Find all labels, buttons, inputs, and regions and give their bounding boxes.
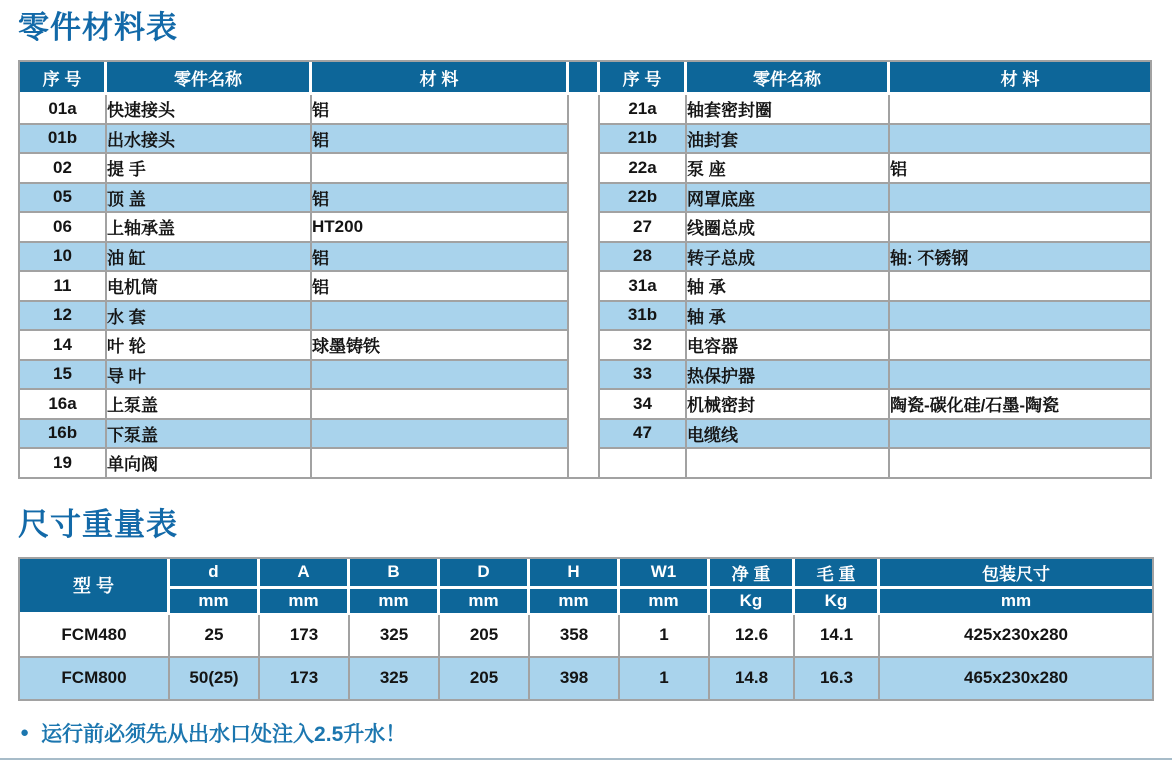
col-header-a: A — [260, 559, 350, 589]
part-name-cell: 快速接头 — [107, 95, 312, 125]
part-material-cell — [312, 302, 569, 332]
bullet-icon: ● — [20, 724, 30, 742]
part-name-cell: 轴 承 — [687, 302, 890, 332]
col-header-b: B — [350, 559, 440, 589]
part-no-cell: 22b — [600, 184, 687, 214]
value-cell: 14.1 — [795, 615, 880, 658]
part-material-cell — [890, 213, 1150, 243]
col-header-package-size: 包装尺寸 — [880, 559, 1152, 589]
part-no-cell: 22a — [600, 154, 687, 184]
size-section-title: 尺寸重量表 — [18, 506, 178, 542]
col-header-no: 序 号 — [600, 62, 687, 95]
value-cell: 465x230x280 — [880, 658, 1152, 699]
value-cell: 425x230x280 — [880, 615, 1152, 658]
col-header-material: 材 料 — [890, 62, 1150, 95]
model-cell: FCM800 — [20, 658, 170, 699]
part-material-cell: 铝 — [312, 125, 569, 155]
value-cell: 398 — [530, 658, 620, 699]
unit-cell: mm — [260, 589, 350, 615]
part-material-cell — [312, 420, 569, 450]
warning-note-text: 运行前必须先从出水口处注入2.5升水！ — [41, 722, 407, 746]
col-header-d: d — [170, 559, 260, 589]
col-header-material: 材 料 — [312, 62, 569, 95]
spacer-column — [569, 95, 600, 477]
part-material-cell — [890, 272, 1150, 302]
unit-cell: mm — [350, 589, 440, 615]
unit-cell: Kg — [795, 589, 880, 615]
size-weight-table — [18, 557, 1154, 701]
table-row — [20, 95, 1150, 125]
value-cell: 205 — [440, 658, 530, 699]
model-cell: FCM480 — [20, 615, 170, 658]
part-name-cell: 油 缸 — [107, 243, 312, 273]
col-header-dd: D — [440, 559, 530, 589]
part-name-cell: 上轴承盖 — [107, 213, 312, 243]
unit-cell: mm — [170, 589, 260, 615]
part-name-cell: 导 叶 — [107, 361, 312, 391]
value-cell: 25 — [170, 615, 260, 658]
table-row — [20, 658, 1152, 699]
parts-header-row — [20, 62, 1150, 95]
part-no-cell: 02 — [20, 154, 107, 184]
part-no-cell: 34 — [600, 390, 687, 420]
part-no-cell: 10 — [20, 243, 107, 273]
part-no-cell: 16a — [20, 390, 107, 420]
value-cell: 1 — [620, 615, 710, 658]
value-cell: 16.3 — [795, 658, 880, 699]
part-material-cell — [312, 361, 569, 391]
size-header-row-labels — [20, 559, 1152, 589]
col-header-w1: W1 — [620, 559, 710, 589]
part-material-cell: HT200 — [312, 213, 569, 243]
part-material-cell — [890, 420, 1150, 450]
parts-material-table — [18, 60, 1152, 479]
part-no-cell: 33 — [600, 361, 687, 391]
part-no-cell: 14 — [20, 331, 107, 361]
part-no-cell: 12 — [20, 302, 107, 332]
part-material-cell: 轴: 不锈钢 — [890, 243, 1150, 273]
unit-cell: Kg — [710, 589, 795, 615]
unit-cell: mm — [620, 589, 710, 615]
col-header-no: 序 号 — [20, 62, 107, 95]
part-material-cell — [890, 449, 1150, 477]
part-no-cell: 32 — [600, 331, 687, 361]
part-no-cell: 21b — [600, 125, 687, 155]
value-cell: 173 — [260, 615, 350, 658]
part-name-cell — [687, 449, 890, 477]
part-name-cell: 机械密封 — [687, 390, 890, 420]
col-header-model: 型 号 — [20, 559, 170, 615]
part-material-cell — [890, 302, 1150, 332]
unit-cell: mm — [880, 589, 1152, 615]
part-material-cell — [890, 361, 1150, 391]
part-name-cell: 下泵盖 — [107, 420, 312, 450]
part-name-cell: 线圈总成 — [687, 213, 890, 243]
part-material-cell — [890, 95, 1150, 125]
part-name-cell: 出水接头 — [107, 125, 312, 155]
value-cell: 173 — [260, 658, 350, 699]
part-material-cell: 铝 — [312, 243, 569, 273]
part-material-cell — [312, 390, 569, 420]
col-header-name: 零件名称 — [687, 62, 890, 95]
part-material-cell — [890, 184, 1150, 214]
part-name-cell: 油封套 — [687, 125, 890, 155]
part-no-cell: 31b — [600, 302, 687, 332]
part-no-cell: 01a — [20, 95, 107, 125]
unit-cell: mm — [530, 589, 620, 615]
value-cell: 12.6 — [710, 615, 795, 658]
part-no-cell: 47 — [600, 420, 687, 450]
part-name-cell: 叶 轮 — [107, 331, 312, 361]
value-cell: 325 — [350, 658, 440, 699]
part-name-cell: 轴 承 — [687, 272, 890, 302]
value-cell: 205 — [440, 615, 530, 658]
part-material-cell: 铝 — [312, 184, 569, 214]
parts-section-title: 零件材料表 — [18, 10, 178, 45]
part-name-cell: 电容器 — [687, 331, 890, 361]
part-material-cell — [312, 449, 569, 477]
part-name-cell: 单向阀 — [107, 449, 312, 477]
part-name-cell: 电机筒 — [107, 272, 312, 302]
unit-cell: mm — [440, 589, 530, 615]
part-no-cell: 31a — [600, 272, 687, 302]
col-header-net-weight: 净 重 — [710, 559, 795, 589]
value-cell: 358 — [530, 615, 620, 658]
part-no-cell: 21a — [600, 95, 687, 125]
part-name-cell: 转子总成 — [687, 243, 890, 273]
part-material-cell — [890, 331, 1150, 361]
part-name-cell: 泵 座 — [687, 154, 890, 184]
col-header-name: 零件名称 — [107, 62, 312, 95]
value-cell: 50(25) — [170, 658, 260, 699]
part-material-cell — [890, 125, 1150, 155]
part-name-cell: 提 手 — [107, 154, 312, 184]
part-no-cell: 28 — [600, 243, 687, 273]
part-material-cell: 陶瓷-碳化硅/石墨-陶瓷 — [890, 390, 1150, 420]
part-no-cell: 01b — [20, 125, 107, 155]
part-no-cell: 27 — [600, 213, 687, 243]
part-material-cell: 铝 — [312, 95, 569, 125]
part-material-cell: 铝 — [312, 272, 569, 302]
part-name-cell: 轴套密封圈 — [687, 95, 890, 125]
part-no-cell: 05 — [20, 184, 107, 214]
part-no-cell — [600, 449, 687, 477]
value-cell: 1 — [620, 658, 710, 699]
part-name-cell: 水 套 — [107, 302, 312, 332]
part-no-cell: 11 — [20, 272, 107, 302]
part-name-cell: 热保护器 — [687, 361, 890, 391]
value-cell: 14.8 — [710, 658, 795, 699]
size-header-row-units — [20, 589, 1152, 615]
part-material-cell — [312, 154, 569, 184]
part-no-cell: 06 — [20, 213, 107, 243]
col-header-gross-weight: 毛 重 — [795, 559, 880, 589]
part-no-cell: 19 — [20, 449, 107, 477]
col-header-h: H — [530, 559, 620, 589]
table-row — [20, 615, 1152, 658]
part-name-cell: 网罩底座 — [687, 184, 890, 214]
part-no-cell: 15 — [20, 361, 107, 391]
part-material-cell: 球墨铸铁 — [312, 331, 569, 361]
warning-note — [20, 718, 1172, 748]
part-no-cell: 16b — [20, 420, 107, 450]
bottom-divider — [0, 758, 1172, 760]
part-material-cell: 铝 — [890, 154, 1150, 184]
part-name-cell: 顶 盖 — [107, 184, 312, 214]
value-cell: 325 — [350, 615, 440, 658]
spacer-header-cell — [569, 62, 600, 95]
part-name-cell: 电缆线 — [687, 420, 890, 450]
part-name-cell: 上泵盖 — [107, 390, 312, 420]
